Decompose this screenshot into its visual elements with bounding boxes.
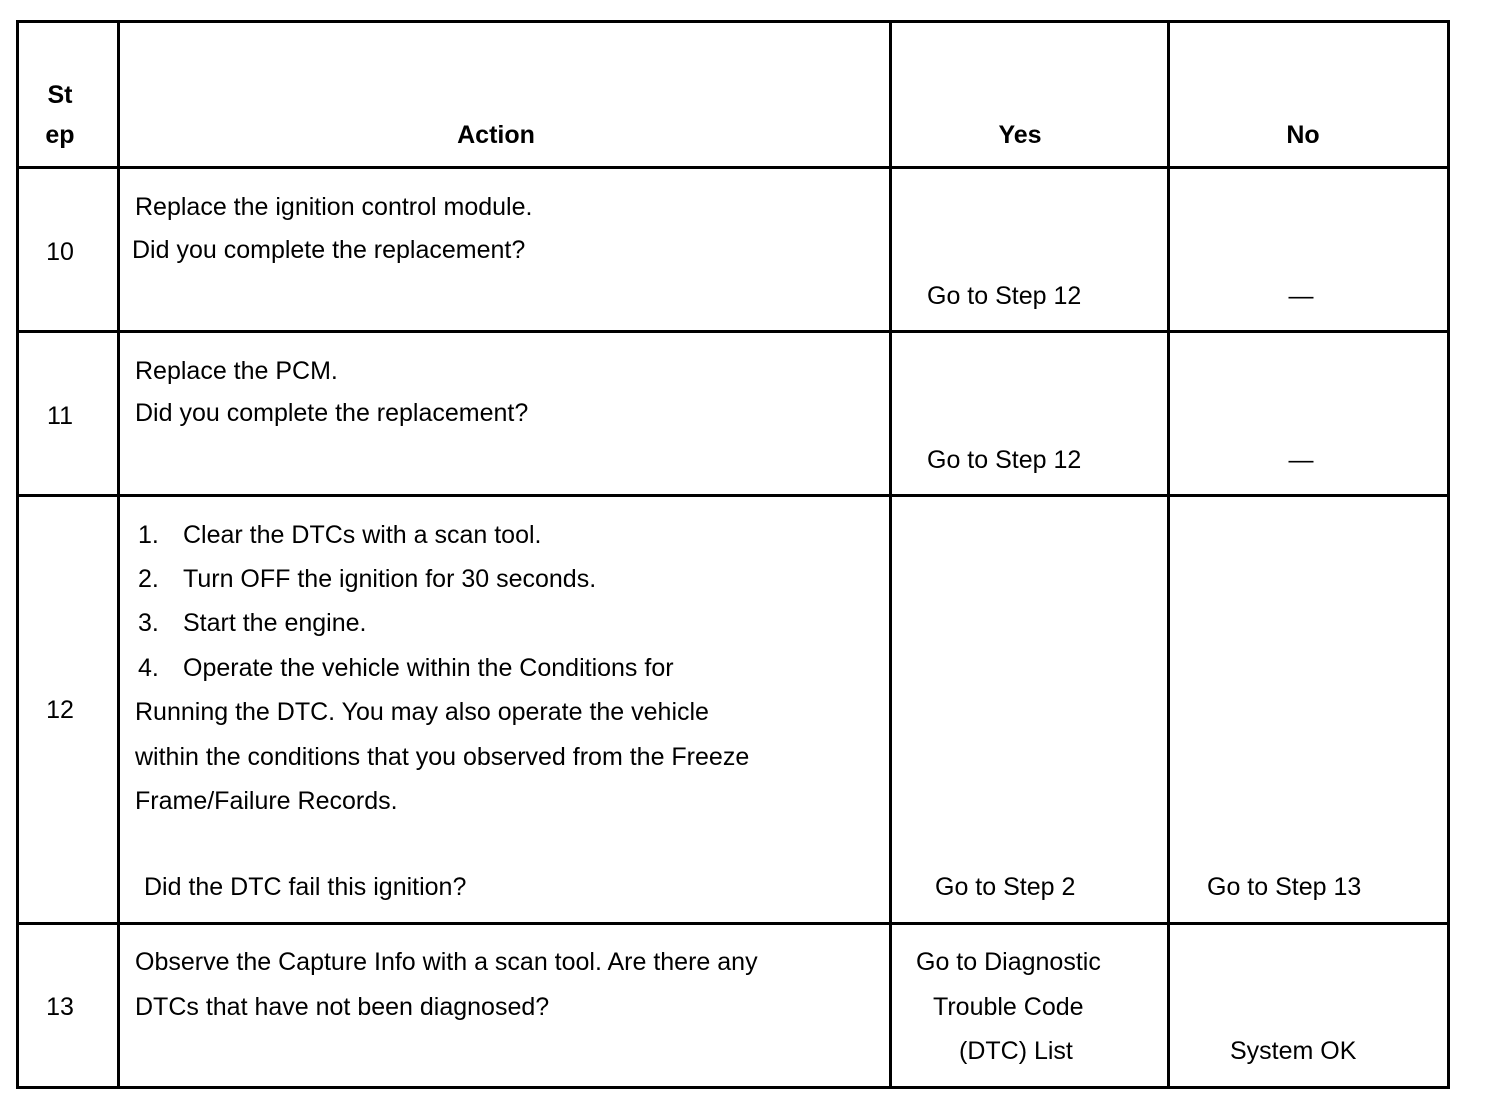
column-divider: [117, 20, 120, 1089]
no-result: —: [1288, 282, 1314, 310]
list-item-text: Turn OFF the ignition for 30 seconds.: [183, 565, 597, 593]
action-text: Replace the PCM.: [135, 357, 338, 385]
yes-result: Trouble Code: [933, 993, 1084, 1021]
step-number: 13: [46, 993, 74, 1021]
table-border-right: [1447, 20, 1450, 1089]
yes-result: Go to Diagnostic: [916, 948, 1101, 976]
no-result: Go to Step 13: [1207, 873, 1362, 901]
header-no: No: [1286, 121, 1320, 149]
list-item-text: Start the engine.: [183, 609, 367, 637]
no-result: —: [1288, 446, 1314, 474]
yes-result: Go to Step 2: [935, 873, 1076, 901]
action-continuation: within the conditions that you observed from the Freeze: [135, 743, 750, 771]
list-item-text: Clear the DTCs with a scan tool.: [183, 521, 542, 549]
row-divider: [16, 922, 1450, 925]
action-continuation: Running the DTC. You may also operate the vehicle: [135, 698, 709, 726]
yes-result: (DTC) List: [959, 1037, 1073, 1065]
list-item-number: 4.: [138, 654, 159, 682]
header-divider: [16, 166, 1450, 169]
list-item-number: 3.: [138, 609, 159, 637]
table-border-left: [16, 20, 19, 1089]
header-step-line1: St: [47, 81, 73, 109]
list-item-text: Operate the vehicle within the Conditions for: [183, 654, 674, 682]
action-question: DTCs that have not been diagnosed?: [135, 993, 550, 1021]
step-number: 10: [46, 238, 74, 266]
action-question: Did you complete the replacement?: [135, 399, 529, 427]
list-item-number: 2.: [138, 565, 159, 593]
action-question: Did you complete the replacement?: [132, 236, 526, 264]
row-divider: [16, 330, 1450, 333]
action-continuation: Frame/Failure Records.: [135, 787, 398, 815]
row-divider: [16, 494, 1450, 497]
table-border-bottom: [16, 1086, 1450, 1089]
action-text: Observe the Capture Info with a scan tool. Are there any: [135, 948, 758, 976]
header-yes: Yes: [998, 121, 1042, 149]
step-number: 12: [46, 696, 74, 724]
column-divider: [1167, 20, 1170, 1089]
action-text: Replace the ignition control module.: [135, 193, 533, 221]
table-border-top: [16, 20, 1450, 23]
step-number: 11: [47, 402, 73, 430]
diagnostic-table: [16, 20, 1450, 1089]
list-item-number: 1.: [138, 521, 159, 549]
header-step-line2: ep: [45, 121, 75, 149]
action-question: Did the DTC fail this ignition?: [144, 873, 467, 901]
header-action: Action: [457, 121, 535, 149]
yes-result: Go to Step 12: [927, 282, 1082, 310]
column-divider: [889, 20, 892, 1089]
yes-result: Go to Step 12: [927, 446, 1082, 474]
no-result: System OK: [1230, 1037, 1357, 1065]
